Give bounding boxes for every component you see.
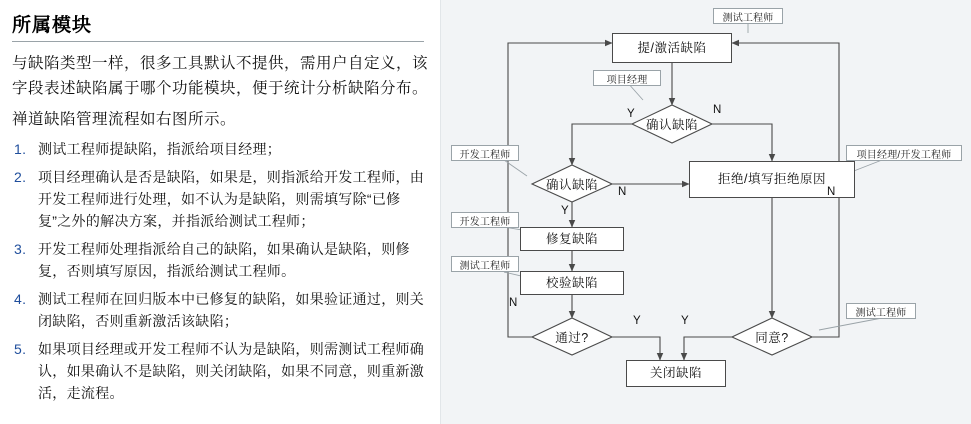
edge-label-agree-yes: Y [681,315,689,327]
list-item [12,138,430,160]
paragraph-1: 与缺陷类型一样，很多工具默认不提供，需用户自定义，该字段表述缺陷属于哪个功能模块，便于统计分析缺陷分布。 [12,55,429,97]
list-item-number: 5. [14,341,27,357]
title-divider [12,41,424,42]
list-item-number: 2. [14,169,27,185]
edge-label-reject-no: N [827,186,836,198]
list-item-number: 1. [14,141,27,157]
flowchart-panel [440,0,971,424]
edge-label-confirm2-no: N [618,186,627,198]
decision-passed [532,318,612,355]
list-item [12,166,430,232]
edge-label-passed-yes: Y [633,315,641,327]
decision-confirm2-label: 确认缺陷 [545,178,598,192]
decision-agree-label: 同意? [755,331,789,345]
list-item [12,238,430,282]
actor-developer-top: 开发工程师 [451,145,519,161]
actor-tester-mid: 测试工程师 [451,256,519,272]
decision-passed-label: 通过? [555,331,589,345]
edge-label-confirm1-no: N [713,104,722,116]
actor-project-manager: 项目经理 [593,70,661,86]
paragraph-2: 禅道缺陷管理流程如右图所示。 [12,111,237,128]
list-item [12,338,430,404]
edge-label-confirm1-yes: Y [627,108,635,120]
node-fix[interactable]: 修复缺陷 [520,227,624,251]
decision-confirm1 [632,105,712,143]
node-verify[interactable]: 校验缺陷 [520,271,624,295]
list-item [12,288,430,332]
node-reject[interactable]: 拒绝/填写拒绝原因 [689,161,855,198]
steps-list [12,138,430,404]
decision-confirm1-label: 确认缺陷 [645,118,698,132]
list-item-label: 如果项目经理或开发工程师不认为是缺陷，则需测试工程师确认，如果确认不是缺陷，则关闭缺陷，如果不同意，则重新激活，走流程。 [38,341,425,401]
actor-tester-top: 测试工程师 [713,8,783,24]
list-item-label: 测试工程师在回归版本中已修复的缺陷，如果验证通过，则关闭缺陷，否则重新激活该缺陷； [38,291,425,329]
article-column [0,0,440,424]
actor-pm-and-developer: 项目经理/开发工程师 [846,145,962,161]
decision-confirm2 [532,165,612,202]
page-title: 所属模块 [12,15,93,36]
edge-label-passed-no: N [509,297,518,309]
list-item-number: 3. [14,241,27,257]
node-close[interactable]: 关闭缺陷 [626,360,726,387]
list-item-label: 开发工程师处理指派给自己的缺陷，如果确认是缺陷，则修复，否则填写原因，指派给测试工程师。 [38,241,410,279]
list-item-number: 4. [14,291,27,307]
edge-label-confirm2-yes: Y [561,205,569,217]
actor-developer-mid: 开发工程师 [451,212,519,228]
actor-tester-right: 测试工程师 [846,303,916,319]
decision-agree [732,318,812,355]
list-item-label: 测试工程师提缺陷，指派给项目经理； [38,141,282,157]
node-submit[interactable]: 提/激活缺陷 [612,33,732,63]
list-item-label: 项目经理确认是否是缺陷，如果是，则指派给开发工程师，由开发工程师进行处理，如不认为是缺陷，则需填写除“已修复”之外的解决方案，并指派给测试工程师； [38,169,425,229]
